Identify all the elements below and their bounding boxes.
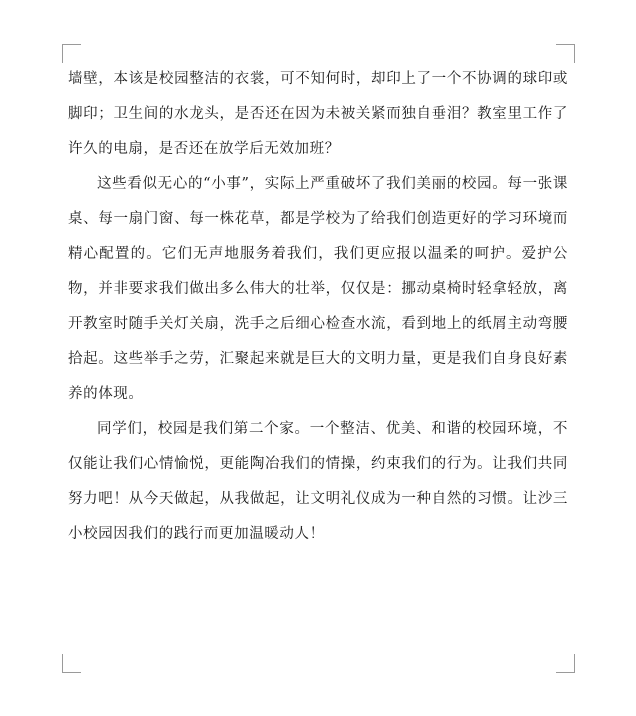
- paragraph-1: 墙壁，本该是校园整洁的衣裳，可不知何时，却印上了一个不协调的球印或脚印；卫生间的水龙头，是否还在因为未被关紧而独自垂泪？教室里工作了许久的电扇，是否还在放学后无效加班？: [68, 71, 568, 157]
- crop-mark-top-right: [556, 44, 575, 63]
- crop-mark-bottom-right: [556, 654, 575, 673]
- paragraph-3: 同学们，校园是我们第二个家。一个整洁、优美、和谐的校园环境，不仅能让我们心情愉悦，更能陶冶我们的情操，约束我们的行为。让我们共同努力吧！从今天做起，从我做起，让文明礼仪成为一种自然的习惯。让沙三小校园因我们的践行而更加温暖动人！: [68, 421, 568, 542]
- crop-mark-bottom-left: [62, 654, 81, 673]
- crop-mark-top-left: [62, 44, 81, 63]
- paragraph-2: 这些看似无心的“小事”，实际上严重破坏了我们美丽的校园。每一张课桌、每一扇门窗、每一株花草，都是学校为了给我们创造更好的学习环境而精心配置的。它们无声地服务着我们，我们更应报以温柔的呵护。爱护公物，并非要求我们做出多么伟大的壮举，仅仅是：挪动桌椅时轻拿轻放，离开教室时随手关灯关扇，洗手之后细心检查水流，看到地上的纸屑主动弯腰拾起。这些举手之劳，汇聚起来就是巨大的文明力量，更是我们自身良好素养的体现。: [68, 176, 568, 402]
- document-body: [68, 62, 568, 552]
